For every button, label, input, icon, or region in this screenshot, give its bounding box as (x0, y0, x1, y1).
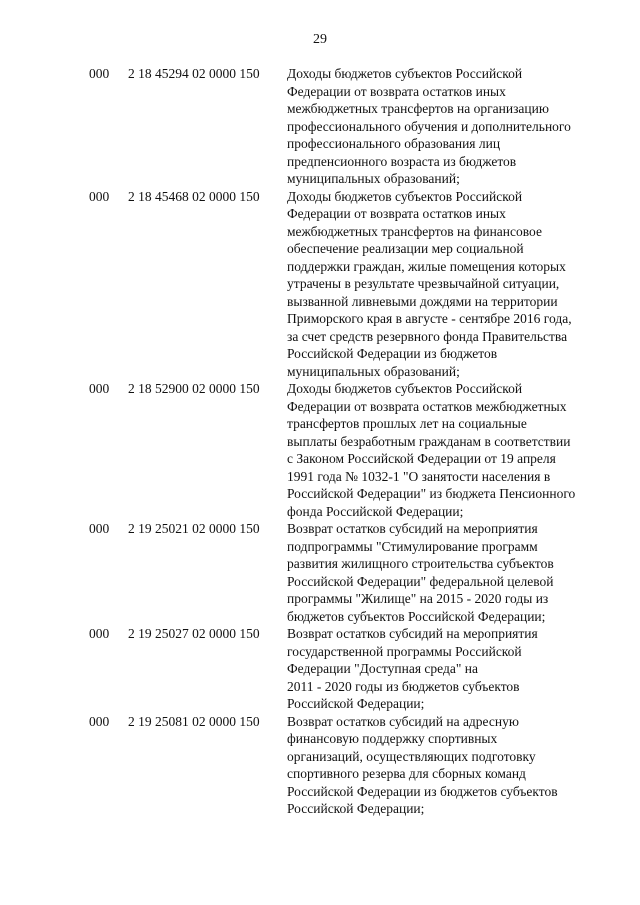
row-description (287, 188, 592, 381)
table-row (0, 713, 640, 818)
description-line: за счет средств резервного фонда Правительства (287, 328, 568, 344)
description-line: обеспечение реализации мер социальной (287, 241, 524, 256)
table-row (0, 380, 640, 520)
description-line: развития жилищного строительства субъектов (287, 556, 554, 571)
description-line: Федерации от возврата остатков межбюджетных (287, 398, 567, 414)
description-line: межбюджетных трансфертов на финансовое (287, 223, 542, 239)
admin-code: 000 (89, 713, 110, 729)
description-line: выплаты безработным гражданам в соответствии (287, 433, 571, 449)
row-description (287, 713, 592, 818)
description-line: финансовую поддержку спортивных (287, 731, 498, 746)
description-line: Доходы бюджетов субъектов Российской (287, 381, 523, 396)
budget-classification-code: 2 18 45468 02 0000 150 (128, 188, 260, 204)
admin-code: 000 (89, 381, 110, 396)
description-line: 1991 года № 1032-1 "О занятости населения в (287, 468, 551, 484)
description-line: Российской Федерации" федеральной целевой (287, 573, 554, 589)
description-line: предпенсионного возраста из бюджетов (287, 153, 517, 169)
row-description (287, 65, 592, 188)
description-line: Российской Федерации из бюджетов (287, 346, 498, 361)
admin-code: 000 (89, 188, 110, 204)
page-number: 29 (313, 32, 327, 47)
description-line: организаций, осуществляющих подготовку (287, 748, 536, 764)
table-row (0, 65, 640, 188)
description-line: 2011 - 2020 годы из бюджетов субъектов (287, 678, 520, 694)
description-line: Возврат остатков субсидий на мероприятия (287, 521, 538, 536)
description-line: с Законом Российской Федерации от 19 апреля (287, 451, 556, 466)
description-line: межбюджетных трансфертов на организацию (287, 101, 549, 116)
description-line: муниципальных образований; (287, 363, 460, 379)
description-line: государственной программы Российской (287, 643, 522, 659)
description-line: профессионального обучения и дополнительного (287, 118, 571, 134)
budget-codes-table (0, 65, 640, 818)
description-line: Федерации от возврата остатков иных (287, 83, 506, 99)
budget-classification-code: 2 18 45294 02 0000 150 (128, 66, 260, 81)
description-line: Доходы бюджетов субъектов Российской (287, 188, 523, 204)
description-line: Возврат остатков субсидий на мероприятия (287, 626, 538, 641)
description-line: муниципальных образований; (287, 171, 460, 186)
table-row (0, 188, 640, 381)
description-line: утрачены в результате чрезвычайной ситуации, (287, 276, 560, 291)
table-row (0, 625, 640, 713)
description-line: Российской Федерации; (287, 801, 425, 816)
description-line: вызванной ливневыми дождями на территории (287, 293, 558, 309)
budget-classification-code: 2 19 25081 02 0000 150 (128, 713, 260, 729)
description-line: бюджетов субъектов Российской Федерации; (287, 608, 546, 624)
description-line: профессионального образования лиц (287, 136, 501, 151)
admin-code: 000 (89, 626, 110, 641)
budget-classification-code: 2 19 25027 02 0000 150 (128, 626, 260, 641)
description-line: Российской Федерации" из бюджета Пенсионного (287, 486, 576, 501)
budget-classification-code: 2 19 25021 02 0000 150 (128, 521, 260, 536)
row-description (287, 625, 592, 713)
budget-classification-code: 2 18 52900 02 0000 150 (128, 381, 260, 396)
description-line: Возврат остатков субсидий на адресную (287, 713, 519, 729)
row-description (287, 520, 592, 625)
description-line: трансфертов прошлых лет на социальные (287, 416, 527, 431)
description-line: Доходы бюджетов субъектов Российской (287, 66, 523, 81)
table-row (0, 520, 640, 625)
description-line: спортивного резерва для сборных команд (287, 766, 526, 781)
description-line: Федерации от возврата остатков иных (287, 206, 506, 221)
description-line: Приморского края в августе - сентябре 2016 года, (287, 311, 572, 326)
admin-code: 000 (89, 66, 110, 81)
description-line: фонда Российской Федерации; (287, 503, 464, 519)
description-line: поддержки граждан, жилые помещения которых (287, 258, 566, 274)
admin-code: 000 (89, 521, 110, 536)
description-line: Российской Федерации; (287, 696, 425, 711)
row-description (287, 380, 592, 520)
description-line: подпрограммы "Стимулирование программ (287, 538, 538, 554)
description-line: Федерации "Доступная среда" на (287, 661, 478, 676)
description-line: Российской Федерации из бюджетов субъектов (287, 783, 558, 799)
description-line: программы "Жилище" на 2015 - 2020 годы из (287, 591, 549, 606)
